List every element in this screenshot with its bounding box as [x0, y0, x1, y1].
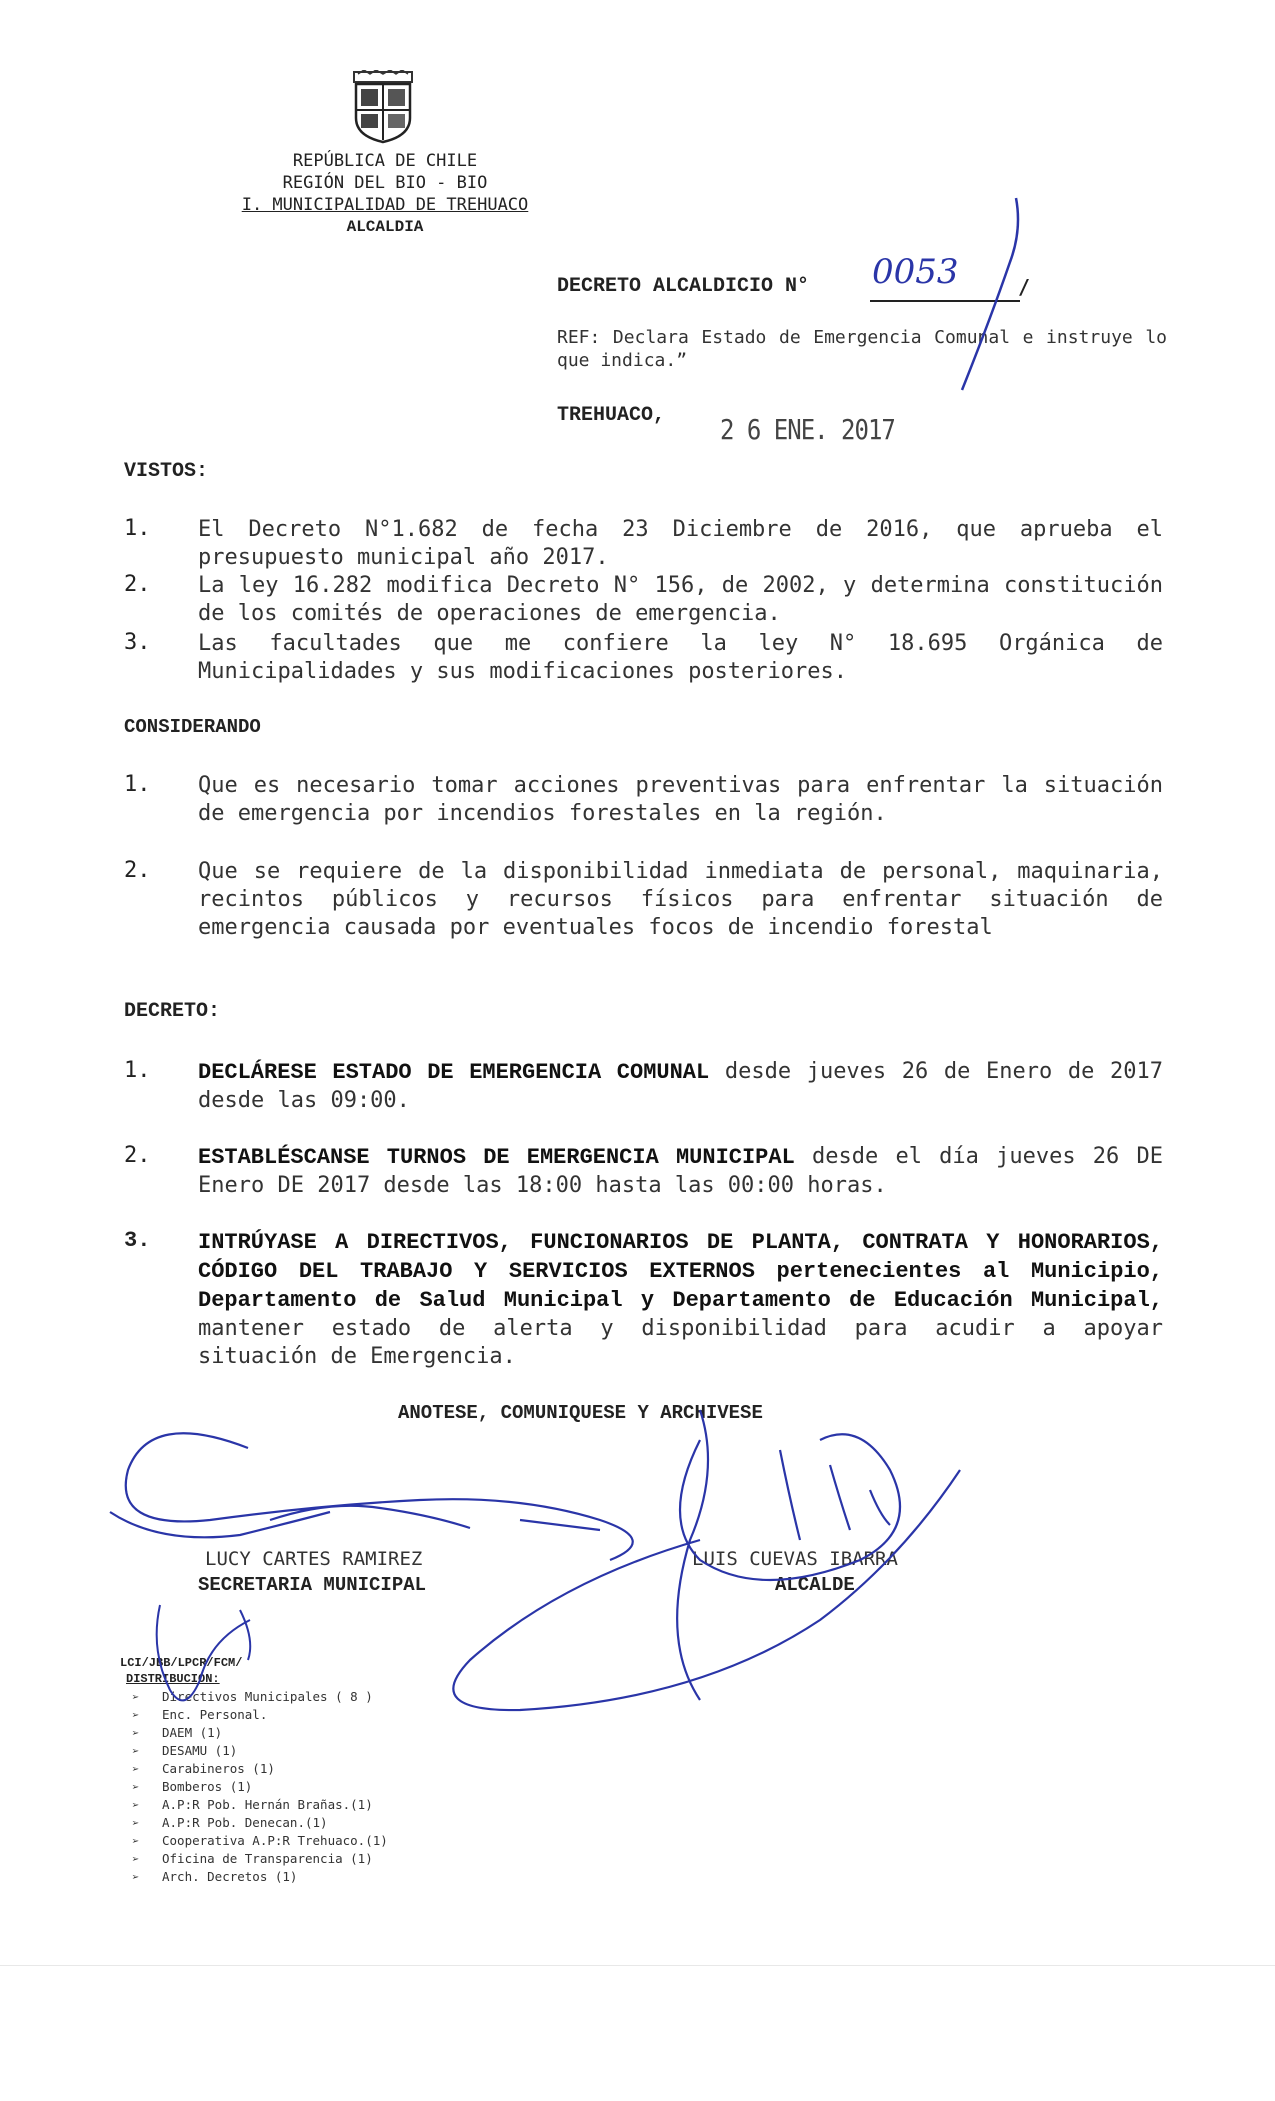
vistos-item-3: Las facultades que me confiere la ley N° 18.695 Orgánica de Municipalidades y sus modificaciones posteriores. — [198, 631, 1163, 684]
header-region: REGIÓN DEL BIO - BIO — [282, 173, 488, 193]
arrow-bullet-icon: ➢ — [132, 1780, 140, 1794]
decreto-item-2-bold: ESTABLÉSCANSE TURNOS DE EMERGENCIA MUNICIPAL — [198, 1145, 795, 1170]
arrow-bullet-icon: ➢ — [132, 1834, 140, 1848]
distribution-heading: DISTRIBUCIÓN: — [126, 1672, 220, 1686]
arrow-bullet-icon: ➢ — [132, 1816, 140, 1830]
decree-number-handwritten: 0053 — [872, 252, 959, 292]
date-stamp: 2 6 ENE. 2017 — [720, 413, 895, 447]
mayor-title: ALCALDE — [775, 1574, 855, 1596]
closing-line: ANOTESE, COMUNIQUESE Y ARCHIVESE — [398, 1402, 763, 1424]
header-department: ALCALDIA — [346, 218, 424, 236]
distribution-list — [132, 1688, 592, 1886]
arrow-bullet-icon: ➢ — [132, 1690, 140, 1704]
decreto-item-3-bold: INTRÚYASE A DIRECTIVOS, FUNCIONARIOS DE PLANTA, CONTRATA Y HONORARIOS, CÓDIGO DEL TRABAJO Y SERVICIOS EXTERNOS pertenecientes al Municipio, Departamento de Salud Municipal y Departamento de Educación Municipal, — [198, 1230, 1163, 1313]
mayor-name: LUIS CUEVAS IBARRA — [692, 1548, 898, 1570]
vistos-num-2: 2. — [124, 572, 151, 597]
list-item: ➢ Cooperativa A.P:R Trehuaco.(1) — [132, 1833, 388, 1848]
empty-margin-below-page — [0, 1965, 1275, 2101]
initials: LCI/JBB/LPCR/FCM/ — [120, 1656, 243, 1670]
list-item: ➢ A.P:R Pob. Denecan.(1) — [132, 1815, 328, 1830]
considerando-item-1: Que es necesario tomar acciones preventivas para enfrentar la situación de emergencia por incendios forestales en la región. — [198, 773, 1163, 826]
considerando-num-1: 1. — [124, 772, 151, 797]
decreto-num-3: 3. — [124, 1228, 151, 1253]
considerando-item-2: Que se requiere de la disponibilidad inmediata de personal, maquinaria, recintos públicos y recursos físicos para enfrentar situación de emergencia causada por eventuales focos de incendio forestal — [198, 859, 1163, 940]
list-item: ➢ Enc. Personal. — [132, 1707, 268, 1722]
vistos-item-1: El Decreto N°1.682 de fecha 23 Diciembre de 2016, que aprueba el presupuesto municipal año 2017. — [198, 517, 1163, 570]
arrow-bullet-icon: ➢ — [132, 1708, 140, 1722]
vistos-item-2: La ley 16.282 modifica Decreto N° 156, de 2002, y determina constitución de los comités de operaciones de emergencia. — [198, 573, 1163, 626]
place: TREHUACO, — [557, 404, 666, 427]
arrow-bullet-icon: ➢ — [132, 1870, 140, 1884]
decreto-item-3 — [198, 1228, 1163, 1371]
arrow-bullet-icon: ➢ — [132, 1852, 140, 1866]
arrow-bullet-icon: ➢ — [132, 1744, 140, 1758]
vistos-heading: VISTOS: — [124, 460, 209, 483]
header-municipality: I. MUNICIPALIDAD DE TREHUACO — [241, 195, 529, 215]
decree-slash: / — [1018, 275, 1031, 299]
secretary-name: LUCY CARTES RAMIREZ — [205, 1548, 423, 1570]
decreto-item-2-text: desde el día jueves 26 DE Enero DE 2017 desde las 18:00 hasta las 00:00 horas. — [198, 1144, 1164, 1198]
decree-number-line — [870, 300, 1020, 302]
considerando-heading: CONSIDERANDO — [124, 716, 261, 738]
list-item: ➢ Bomberos (1) — [132, 1779, 253, 1794]
decreto-item-2 — [198, 1143, 1163, 1200]
municipal-crest-icon — [350, 70, 416, 144]
decree-ref: REF: Declara Estado de Emergencia Comunal e instruye lo que indica.” — [557, 327, 1167, 371]
list-item: ➢ DAEM (1) — [132, 1725, 223, 1740]
list-item: ➢ DESAMU (1) — [132, 1743, 238, 1758]
decreto-item-3-text: mantener estado de alerta y disponibilidad para acudir a apoyar situación de Emergencia. — [198, 1316, 1163, 1369]
arrow-bullet-icon: ➢ — [132, 1726, 140, 1740]
decreto-item-1-text: desde jueves 26 de Enero de 2017 desde las 09:00. — [198, 1059, 1163, 1113]
list-item: ➢ Carabineros (1) — [132, 1761, 275, 1776]
decreto-item-1-bold: DECLÁRESE ESTADO DE EMERGENCIA COMUNAL — [198, 1060, 710, 1085]
arrow-bullet-icon: ➢ — [132, 1798, 140, 1812]
list-item: ➢ Arch. Decretos (1) — [132, 1869, 298, 1884]
arrow-bullet-icon: ➢ — [132, 1762, 140, 1776]
considerando-num-2: 2. — [124, 858, 151, 883]
vistos-num-3: 3. — [124, 630, 151, 655]
decreto-heading: DECRETO: — [124, 1000, 221, 1023]
list-item: ➢ Oficina de Transparencia (1) — [132, 1851, 373, 1866]
list-item: ➢ Directivos Municipales ( 8 ) — [132, 1689, 373, 1704]
decreto-item-1 — [198, 1058, 1163, 1115]
list-item: ➢ A.P:R Pob. Hernán Brañas.(1) — [132, 1797, 373, 1812]
decreto-num-2: 2. — [124, 1143, 151, 1168]
vistos-num-1: 1. — [124, 516, 151, 541]
header-country: REPÚBLICA DE CHILE — [292, 151, 478, 171]
secretary-title: SECRETARIA MUNICIPAL — [198, 1574, 427, 1596]
secretary-signature — [110, 1433, 633, 1560]
decree-title: DECRETO ALCALDICIO N° — [557, 275, 810, 298]
initials-mark — [157, 1605, 251, 1700]
decreto-num-1: 1. — [124, 1058, 151, 1083]
